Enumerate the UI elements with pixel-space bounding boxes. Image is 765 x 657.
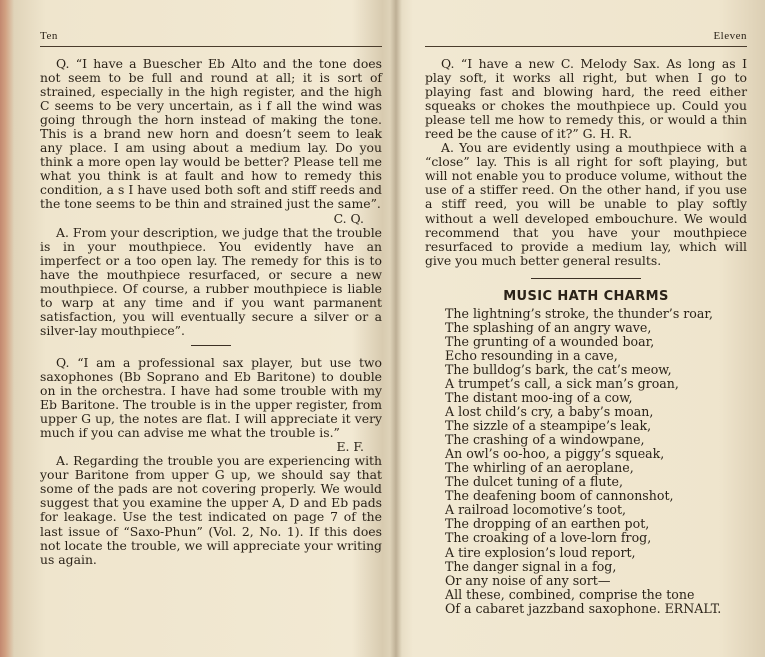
section-divider	[531, 278, 641, 279]
poem-line: A lost child’s cry, a baby’s moan,	[445, 404, 654, 420]
poem-line: The croaking of a love-lorn frog,	[445, 530, 652, 546]
poem-line: An owl’s oo-hoo, a piggy’s squeak,	[445, 446, 665, 462]
poem-line: Of a cabaret jazzband saxophone. ERNALT.	[445, 600, 722, 616]
poem-line: The danger signal in a fog,	[445, 558, 617, 574]
poem-line: The whirling of an aeroplane,	[445, 460, 634, 476]
left-page-text	[40, 57, 382, 567]
page-number-right: Eleven	[713, 30, 747, 42]
poem-line: Or any noise of any sort—	[445, 572, 611, 588]
poem-line: The splashing of an angry wave,	[445, 319, 652, 335]
poem-line: The bulldog’s bark, the cat’s meow,	[445, 361, 672, 377]
poem-line: The deafening boom of cannonshot,	[445, 488, 674, 504]
question-paragraph: Q. “I have a new C. Melody Sax. As long as I play soft, it works all right, but when I go to playing fast and blowing hard, the reed either squeaks or chokes the mouthpiece up. Could you please tell me how to remedy this, or would a thin reed be the cause of it?” G. H. R.	[425, 56, 747, 142]
page-number-left: Ten	[40, 30, 58, 42]
answer-paragraph: A. From your description, we judge that the trouble is in your mouthpiece. You evidently have an imperfect or a too open lay. The remedy for this is to have the mouthpiece resurfaced, or secure a new mouthpiece. Of course, a rubber mouthpiece is liable to warp at any time and if you want parmanent satisfaction, you will eventually secure a silver or a silver-lay mouthpiece”.	[40, 224, 382, 338]
poem-line: The dropping of an earthen pot,	[445, 516, 650, 532]
poem-line: A railroad locomotive’s toot,	[445, 502, 627, 518]
question-paragraph: Q. “I am a professional sax player, but use two saxophones (Bb Soprano and Eb Baritone) to double on in the orchestra. I have had some trouble with my Eb Baritone. The trouble is in the upper register, from upper G up, the notes are flat. I will appreciate it very much if you can advise me what the trouble is.”	[40, 354, 382, 441]
running-header-left	[40, 30, 382, 47]
poem-line: Echo resounding in a cave,	[445, 347, 618, 363]
poem-line: The distant moo-ing of a cow,	[445, 389, 633, 405]
poem-line: The crashing of a windowpane,	[445, 432, 645, 448]
poem-line: All these, combined, comprise the tone	[445, 586, 695, 602]
question-paragraph: Q. “I have a Buescher Eb Alto and the tone does not seem to be full and round at all; it is sort of strained, especially in the high register, and the high C seems to be very uncertain, as i f all the wind was going through the horn instead of making the tone. This is a brand new horn and doesn’t seem to leak any place. I am using about a medium lay. Do you think a more open lay would be better? Please tell me what you think is at fault and how to remedy this condition, a s I have used both soft and stiff reeds and the tone seems to be thin and strained just the same”.	[40, 56, 382, 212]
poem-line: A tire explosion’s loud report,	[445, 544, 636, 560]
right-page	[398, 0, 765, 657]
poem	[445, 307, 747, 616]
poem-line: A trumpet’s call, a sick man’s groan,	[445, 375, 679, 391]
running-header-right	[425, 30, 747, 47]
answer-paragraph: A. You are evidently using a mouthpiece with a “close” lay. This is all right for soft playing, but will not enable you to produce volume, without the use of a stiffer reed. On the other hand, if you use a stiff reed, you will be unable to play softly without a well developed embouchure. We would recommend that you have your mouthpiece resurfaced to provide a medium lay, which will give you much better general results.	[425, 140, 747, 268]
poem-line: The dulcet tuning of a flute,	[445, 474, 624, 490]
question-signature: C. Q.	[333, 210, 364, 226]
section-divider	[191, 345, 231, 346]
answer-paragraph: A. Regarding the trouble you are experiencing with your Baritone from upper G up, we should say that some of the pads are not covering properly. We would suggest that you examine the upper A, D and Eb pads for leakage. Use the test indicated on page 7 of the last issue of “Saxo-Phun” (Vol. 2, No. 1). If this does not locate the trouble, we will appreciate your writing us again.	[40, 453, 382, 567]
poem-title: MUSIC HATH CHARMS	[503, 288, 669, 304]
question-signature: E. F.	[336, 439, 364, 455]
right-page-text	[425, 57, 747, 268]
poem-line: The sizzle of a steampipe’s leak,	[445, 418, 652, 434]
poem-line: The grunting of a wounded boar,	[445, 333, 655, 349]
poem-line: The lightning’s stroke, the thunder’s roar,	[445, 305, 714, 321]
